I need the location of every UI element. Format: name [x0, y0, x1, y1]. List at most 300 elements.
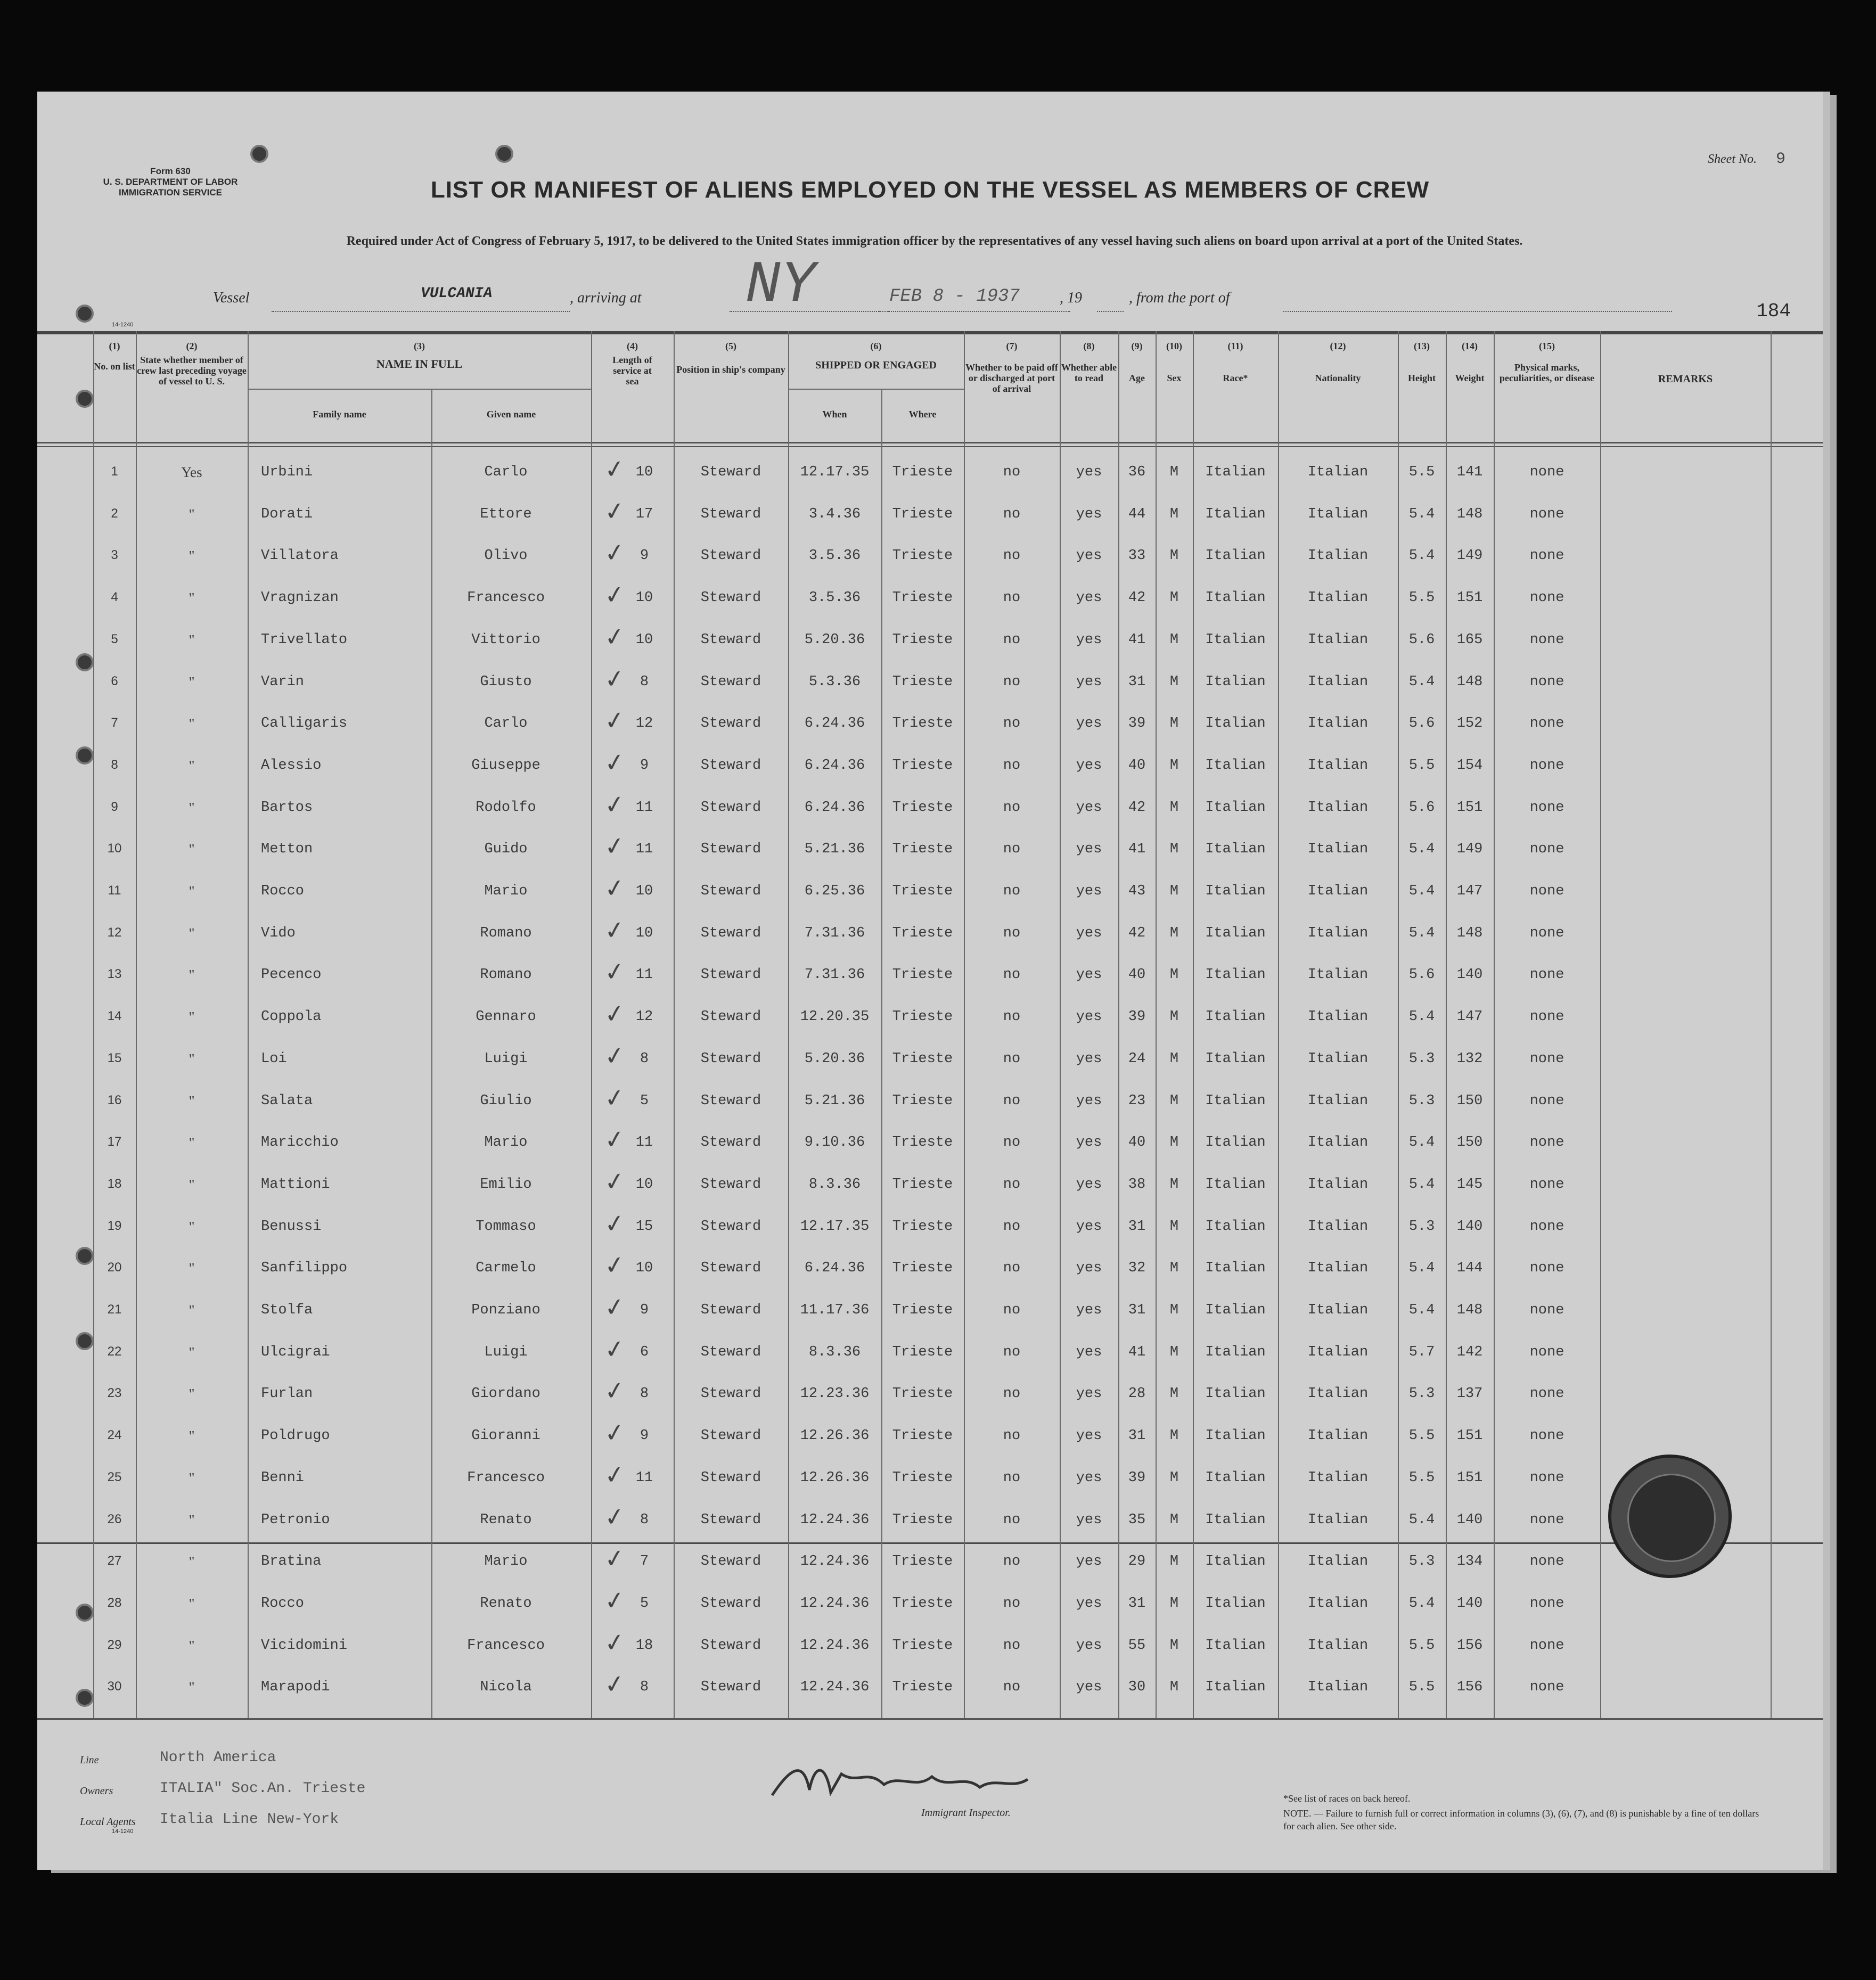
cell-able-to-read: yes [1076, 632, 1102, 648]
cell-service-length: 10 [635, 1177, 653, 1193]
col-where-header: Where [908, 409, 937, 420]
cell-shipped-when: 12.24.36 [800, 1638, 870, 1654]
cell-row-number: 15 [107, 1051, 122, 1065]
cell-nationality: Italian [1307, 1093, 1369, 1109]
cell-family-name: Benni [261, 1470, 305, 1486]
cell-given-name: Rodolfo [476, 800, 536, 816]
cell-weight: 151 [1456, 1470, 1483, 1486]
cell-nationality: Italian [1307, 1638, 1369, 1654]
check-mark-icon: ✓ [602, 1669, 627, 1699]
cell-nationality: Italian [1307, 1135, 1369, 1151]
col-weight-header: (14) Weight [1455, 341, 1485, 383]
cell-sex: M [1169, 883, 1179, 899]
cell-age: 31 [1128, 674, 1146, 690]
col-position-header: (5) Position in ship's company [676, 341, 785, 375]
cell-family-name: Vragnizan [261, 590, 339, 606]
cell-family-name: Rocco [261, 883, 305, 899]
cell-family-name: Sanfilippo [261, 1260, 348, 1276]
check-mark-icon: ✓ [602, 1124, 627, 1155]
cell-previous-voyage: " [189, 758, 195, 774]
cell-position: Steward [700, 1219, 761, 1235]
footer-agents [80, 1811, 339, 1828]
cell-physical-marks: none [1529, 1093, 1564, 1109]
cell-previous-voyage: " [189, 1051, 195, 1067]
cell-given-name: Carmelo [476, 1260, 536, 1276]
cell-shipped-where: Trieste [892, 1135, 953, 1151]
cell-sex: M [1169, 800, 1179, 816]
cell-age: 38 [1128, 1177, 1146, 1193]
cell-able-to-read: yes [1076, 1679, 1102, 1695]
cell-race: Italian [1205, 632, 1266, 648]
cell-physical-marks: none [1529, 883, 1564, 899]
cell-height: 5.3 [1408, 1093, 1435, 1109]
cell-height: 5.5 [1408, 590, 1435, 606]
cell-given-name: Luigi [484, 1344, 528, 1360]
check-mark-icon: ✓ [602, 1334, 627, 1365]
cell-nationality: Italian [1307, 1679, 1369, 1695]
check-mark-icon: ✓ [602, 580, 627, 610]
cell-paid-off: no [1003, 1093, 1021, 1109]
cell-paid-off: no [1003, 1554, 1021, 1570]
cell-weight: 140 [1456, 1219, 1483, 1235]
cell-service-length: 10 [635, 632, 653, 648]
cell-given-name: Francesco [467, 1470, 545, 1486]
cell-sex: M [1169, 1596, 1179, 1612]
cell-sex: M [1169, 1093, 1179, 1109]
cell-position: Steward [700, 1554, 761, 1570]
cell-paid-off: no [1003, 1051, 1021, 1067]
cell-physical-marks: none [1529, 548, 1564, 564]
check-mark-icon: ✓ [602, 790, 627, 820]
cell-age: 35 [1128, 1512, 1146, 1528]
cell-previous-voyage: " [189, 967, 195, 983]
cell-age: 43 [1128, 883, 1146, 899]
cell-shipped-when: 12.23.36 [800, 1386, 870, 1402]
cell-age: 41 [1128, 841, 1146, 857]
check-mark-icon: ✓ [602, 622, 627, 652]
cell-race: Italian [1205, 1302, 1266, 1318]
cell-position: Steward [700, 632, 761, 648]
cell-sex: M [1169, 1051, 1179, 1067]
cell-race: Italian [1205, 1177, 1266, 1193]
cell-service-length: 8 [640, 1512, 649, 1528]
cell-race: Italian [1205, 1554, 1266, 1570]
cell-able-to-read: yes [1076, 1219, 1102, 1235]
check-mark-icon: ✓ [602, 957, 627, 987]
cell-height: 5.6 [1408, 967, 1435, 983]
cell-row-number: 11 [108, 883, 121, 898]
cell-height: 5.6 [1408, 800, 1435, 816]
cell-sex: M [1169, 1302, 1179, 1318]
cell-nationality: Italian [1307, 1554, 1369, 1570]
cell-row-number: 27 [107, 1554, 122, 1568]
cell-height: 5.4 [1408, 1177, 1435, 1193]
cell-previous-voyage: " [189, 590, 195, 606]
cell-row-number: 26 [107, 1512, 122, 1526]
cell-shipped-where: Trieste [892, 883, 953, 899]
cell-able-to-read: yes [1076, 1386, 1102, 1402]
cell-given-name: Romano [480, 967, 532, 983]
cell-shipped-when: 5.3.36 [808, 674, 861, 690]
cell-row-number: 29 [107, 1638, 122, 1652]
cell-age: 28 [1128, 1386, 1146, 1402]
cell-able-to-read: yes [1076, 716, 1102, 732]
check-mark-icon: ✓ [602, 747, 627, 778]
cell-able-to-read: yes [1076, 1177, 1102, 1193]
cell-age: 24 [1128, 1051, 1146, 1067]
cell-previous-voyage: " [189, 800, 195, 816]
cell-previous-voyage: " [189, 925, 195, 941]
cell-physical-marks: none [1529, 800, 1564, 816]
cell-row-number: 10 [107, 841, 122, 856]
cell-service-length: 8 [640, 1386, 649, 1402]
cell-family-name: Poldrugo [261, 1428, 330, 1444]
cell-row-number: 23 [107, 1386, 122, 1400]
footer-form-code: 14-1240 [112, 1828, 134, 1835]
cell-paid-off: no [1003, 1344, 1021, 1360]
cell-paid-off: no [1003, 1219, 1021, 1235]
cell-shipped-when: 3.4.36 [808, 506, 861, 522]
cell-weight: 148 [1456, 674, 1483, 690]
cell-shipped-when: 9.10.36 [804, 1135, 865, 1151]
cell-family-name: Loi [261, 1051, 287, 1067]
owners-value: ITALIA" Soc.An. Trieste [160, 1780, 366, 1797]
cell-able-to-read: yes [1076, 1344, 1102, 1360]
cell-race: Italian [1205, 1679, 1266, 1695]
year-label: , 19 [1060, 290, 1082, 306]
cell-position: Steward [700, 800, 761, 816]
cell-paid-off: no [1003, 716, 1021, 732]
cell-height: 5.5 [1408, 1428, 1435, 1444]
cell-paid-off: no [1003, 1302, 1021, 1318]
cell-race: Italian [1205, 506, 1266, 522]
cell-service-length: 10 [635, 590, 653, 606]
cell-shipped-where: Trieste [892, 1302, 953, 1318]
cell-paid-off: no [1003, 800, 1021, 816]
cell-height: 5.4 [1408, 1009, 1435, 1025]
cell-physical-marks: none [1529, 1428, 1564, 1444]
cell-service-length: 5 [640, 1093, 649, 1109]
check-mark-icon: ✓ [602, 1585, 627, 1616]
cell-shipped-when: 12.17.35 [800, 1219, 870, 1235]
cell-physical-marks: none [1529, 716, 1564, 732]
cell-physical-marks: none [1529, 464, 1564, 480]
cell-height: 5.3 [1408, 1051, 1435, 1067]
cell-position: Steward [700, 758, 761, 774]
cell-sex: M [1169, 1177, 1179, 1193]
cell-physical-marks: none [1529, 632, 1564, 648]
cell-able-to-read: yes [1076, 883, 1102, 899]
check-mark-icon: ✓ [602, 1628, 627, 1658]
cell-physical-marks: none [1529, 1051, 1564, 1067]
cell-age: 31 [1128, 1428, 1146, 1444]
cell-able-to-read: yes [1076, 1512, 1102, 1528]
cell-previous-voyage: " [189, 1428, 195, 1444]
cell-height: 5.6 [1408, 632, 1435, 648]
cell-nationality: Italian [1307, 925, 1369, 941]
cell-weight: 151 [1456, 800, 1483, 816]
owners-label: Owners [80, 1785, 113, 1797]
cell-race: Italian [1205, 548, 1266, 564]
binder-hole [76, 746, 94, 765]
sheet-value: 9 [1775, 150, 1785, 168]
cell-height: 5.4 [1408, 674, 1435, 690]
cell-age: 41 [1128, 1344, 1146, 1360]
cell-age: 36 [1128, 464, 1146, 480]
check-mark-icon: ✓ [602, 1083, 627, 1113]
inspector-signature [761, 1753, 1081, 1811]
cell-shipped-where: Trieste [892, 1177, 953, 1193]
cell-row-number: 1 [111, 464, 118, 479]
cell-age: 39 [1128, 716, 1146, 732]
cell-height: 5.5 [1408, 1679, 1435, 1695]
cell-weight: 150 [1456, 1093, 1483, 1109]
cell-service-length: 8 [640, 1679, 649, 1695]
cell-given-name: Vittorio [471, 632, 540, 648]
cell-row-number: 5 [111, 632, 118, 646]
cell-nationality: Italian [1307, 464, 1369, 480]
cell-weight: 145 [1456, 1177, 1483, 1193]
cell-shipped-where: Trieste [892, 1344, 953, 1360]
col-physical-marks-header: (15) Physical marks, peculiarities, or disease [1499, 341, 1595, 383]
page-title: LIST OR MANIFEST OF ALIENS EMPLOYED ON THE VESSEL AS MEMBERS OF CREW [430, 177, 1430, 203]
cell-able-to-read: yes [1076, 758, 1102, 774]
cell-previous-voyage: " [189, 1596, 195, 1612]
cell-age: 42 [1128, 590, 1146, 606]
cell-race: Italian [1205, 841, 1266, 857]
cell-physical-marks: none [1529, 841, 1564, 857]
cell-row-number: 3 [111, 548, 118, 562]
cell-shipped-when: 7.31.36 [804, 967, 865, 983]
table-header-rule [37, 442, 1823, 443]
table-top-rule [37, 331, 1823, 334]
cell-nationality: Italian [1307, 1428, 1369, 1444]
cell-weight: 151 [1456, 1428, 1483, 1444]
cell-paid-off: no [1003, 464, 1021, 480]
cell-race: Italian [1205, 1596, 1266, 1612]
cell-race: Italian [1205, 1219, 1266, 1235]
cell-shipped-where: Trieste [892, 632, 953, 648]
cell-age: 33 [1128, 548, 1146, 564]
col-sex-header: (10) Sex [1166, 341, 1182, 383]
strike-line [37, 1542, 1823, 1544]
cell-paid-off: no [1003, 1177, 1021, 1193]
binder-hole [76, 1604, 94, 1622]
cell-paid-off: no [1003, 1260, 1021, 1276]
check-mark-icon: ✓ [602, 1502, 627, 1532]
cell-position: Steward [700, 883, 761, 899]
cell-sex: M [1169, 1470, 1179, 1486]
cell-height: 5.4 [1408, 1135, 1435, 1151]
cell-shipped-where: Trieste [892, 967, 953, 983]
cell-sex: M [1169, 1428, 1179, 1444]
cell-previous-voyage: " [189, 716, 195, 732]
cell-family-name: Furlan [261, 1386, 313, 1402]
note-races: *See list of races on back hereof. [1283, 1793, 1411, 1804]
cell-service-length: 11 [635, 1470, 653, 1486]
check-mark-icon: ✓ [602, 1041, 627, 1071]
cell-previous-voyage: " [189, 1638, 195, 1654]
cell-given-name: Gennaro [476, 1009, 536, 1025]
cell-physical-marks: none [1529, 1679, 1564, 1695]
cell-row-number: 16 [107, 1093, 122, 1107]
cell-physical-marks: none [1529, 758, 1564, 774]
cell-weight: 134 [1456, 1554, 1483, 1570]
cell-sex: M [1169, 632, 1179, 648]
cell-physical-marks: none [1529, 1638, 1564, 1654]
cell-paid-off: no [1003, 548, 1021, 564]
arrival-port: NY [746, 252, 816, 319]
cell-paid-off: no [1003, 590, 1021, 606]
cell-nationality: Italian [1307, 506, 1369, 522]
cell-paid-off: no [1003, 1386, 1021, 1402]
binder-hole [76, 653, 94, 671]
table-bottom-rule [37, 1718, 1823, 1720]
cell-weight: 147 [1456, 1009, 1483, 1025]
cell-row-number: 28 [107, 1596, 122, 1610]
cell-race: Italian [1205, 674, 1266, 690]
cell-service-length: 8 [640, 674, 649, 690]
inspector-label: Immigrant Inspector. [921, 1807, 1011, 1819]
agents-label: Local Agents [80, 1816, 136, 1828]
cell-sex: M [1169, 1638, 1179, 1654]
cell-weight: 156 [1456, 1679, 1483, 1695]
cell-shipped-when: 12.24.36 [800, 1679, 870, 1695]
cell-row-number: 9 [111, 800, 118, 814]
cell-shipped-where: Trieste [892, 716, 953, 732]
cell-race: Italian [1205, 883, 1266, 899]
check-mark-icon: ✓ [602, 873, 627, 903]
check-mark-icon: ✓ [602, 705, 627, 736]
cell-given-name: Francesco [467, 1638, 545, 1654]
cell-given-name: Gioranni [471, 1428, 540, 1444]
check-mark-icon: ✓ [602, 1166, 627, 1197]
cell-physical-marks: none [1529, 1009, 1564, 1025]
cell-position: Steward [700, 925, 761, 941]
cell-row-number: 22 [107, 1344, 122, 1359]
cell-physical-marks: none [1529, 1135, 1564, 1151]
cell-family-name: Vido [261, 925, 296, 941]
cell-physical-marks: none [1529, 1260, 1564, 1276]
cell-height: 5.6 [1408, 716, 1435, 732]
cell-family-name: Stolfa [261, 1302, 313, 1318]
cell-weight: 148 [1456, 1302, 1483, 1318]
check-mark-icon: ✓ [602, 1250, 627, 1280]
cell-age: 55 [1128, 1638, 1146, 1654]
cell-race: Italian [1205, 1051, 1266, 1067]
cell-shipped-when: 12.24.36 [800, 1554, 870, 1570]
cell-weight: 149 [1456, 841, 1483, 857]
cell-paid-off: no [1003, 841, 1021, 857]
cell-service-length: 9 [640, 758, 649, 774]
cell-shipped-when: 3.5.36 [808, 590, 861, 606]
cell-position: Steward [700, 967, 761, 983]
service-name: IMMIGRATION SERVICE [119, 187, 222, 198]
cell-age: 31 [1128, 1219, 1146, 1235]
check-mark-icon: ✓ [602, 454, 627, 484]
cell-given-name: Renato [480, 1596, 532, 1612]
cell-height: 5.5 [1408, 464, 1435, 480]
cell-service-length: 8 [640, 1051, 649, 1067]
check-mark-icon: ✓ [602, 1460, 627, 1490]
col-paid-off-header: (7) Whether to be paid off or discharged at port of arrival [965, 341, 1058, 394]
cell-able-to-read: yes [1076, 1554, 1102, 1570]
cell-shipped-where: Trieste [892, 1093, 953, 1109]
sheet-label: Sheet No. [1708, 152, 1757, 166]
cell-race: Italian [1205, 1512, 1266, 1528]
cell-shipped-where: Trieste [892, 800, 953, 816]
vessel-line [37, 252, 1823, 319]
cell-height: 5.5 [1408, 758, 1435, 774]
cell-previous-voyage: " [189, 1679, 195, 1695]
cell-shipped-when: 6.24.36 [804, 800, 865, 816]
cell-weight: 132 [1456, 1051, 1483, 1067]
cell-age: 29 [1128, 1554, 1146, 1570]
cell-nationality: Italian [1307, 841, 1369, 857]
cell-family-name: Petronio [261, 1512, 330, 1528]
cell-given-name: Emilio [480, 1177, 532, 1193]
cell-position: Steward [700, 1302, 761, 1318]
cell-shipped-where: Trieste [892, 1260, 953, 1276]
cell-physical-marks: none [1529, 925, 1564, 941]
cell-family-name: Benussi [261, 1219, 322, 1235]
cell-shipped-when: 12.26.36 [800, 1428, 870, 1444]
cell-service-length: 11 [635, 967, 653, 983]
cell-previous-voyage: " [189, 1135, 195, 1151]
cell-race: Italian [1205, 758, 1266, 774]
cell-able-to-read: yes [1076, 800, 1102, 816]
cell-sex: M [1169, 1386, 1179, 1402]
cell-position: Steward [700, 1386, 761, 1402]
cell-height: 5.4 [1408, 883, 1435, 899]
cell-able-to-read: yes [1076, 1135, 1102, 1151]
cell-row-number: 30 [107, 1679, 122, 1694]
cell-paid-off: no [1003, 1596, 1021, 1612]
cell-able-to-read: yes [1076, 841, 1102, 857]
cell-service-length: 10 [635, 464, 653, 480]
cell-given-name: Mario [484, 1554, 528, 1570]
cell-race: Italian [1205, 1135, 1266, 1151]
cell-family-name: Pecenco [261, 967, 322, 983]
cell-age: 32 [1128, 1260, 1146, 1276]
cell-row-number: 13 [107, 967, 122, 981]
cell-height: 5.4 [1408, 1512, 1435, 1528]
cell-given-name: Giusto [480, 674, 532, 690]
cell-height: 5.4 [1408, 841, 1435, 857]
cell-shipped-when: 6.25.36 [804, 883, 865, 899]
cell-race: Italian [1205, 1009, 1266, 1025]
cell-previous-voyage: " [189, 1344, 195, 1360]
cell-row-number: 17 [107, 1135, 122, 1149]
cell-shipped-where: Trieste [892, 506, 953, 522]
cell-service-length: 11 [635, 1135, 653, 1151]
cell-previous-voyage: " [189, 1219, 195, 1235]
cell-position: Steward [700, 1093, 761, 1109]
cell-nationality: Italian [1307, 1009, 1369, 1025]
cell-previous-voyage: " [189, 1177, 195, 1193]
cell-position: Steward [700, 674, 761, 690]
cell-nationality: Italian [1307, 716, 1369, 732]
check-mark-icon: ✓ [602, 915, 627, 946]
cell-race: Italian [1205, 925, 1266, 941]
cell-shipped-where: Trieste [892, 1512, 953, 1528]
department-name: U. S. DEPARTMENT OF LABOR [103, 177, 238, 187]
cell-row-number: 4 [111, 590, 118, 604]
cell-able-to-read: yes [1076, 590, 1102, 606]
col-service-header: (4) Length of service at sea [612, 341, 652, 387]
cell-age: 40 [1128, 1135, 1146, 1151]
note-fine: NOTE. — Failure to furnish full or correct information in columns (3), (6), (7), and (8) is punishable by a fine of ten dollars for each alien. See other side. [1283, 1808, 1759, 1831]
